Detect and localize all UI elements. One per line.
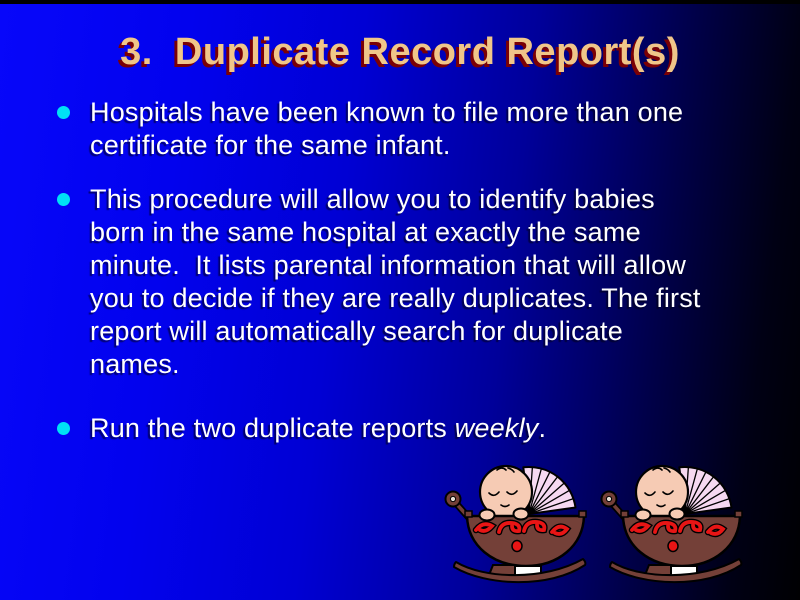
bullet-item — [56, 96, 708, 162]
bullet-icon — [57, 106, 70, 119]
bullet-text: Hospitals have been known to file more than one certificate for the same infant. — [90, 97, 691, 160]
bullet-list — [56, 96, 708, 466]
bullet-item — [56, 412, 708, 445]
bullet-item — [56, 183, 708, 381]
bullet-text-normal: . — [538, 413, 547, 443]
bullet-icon — [57, 193, 70, 206]
baby-cradle-clipart-left — [444, 462, 587, 584]
bullet-text: This procedure will allow you to identify babies born in the same hospital at exactly the same minute. It lists parental information that will allow you to decide if they are really duplicates. The first report will automatically search for duplicate names. — [90, 184, 709, 379]
bullet-text-normal: Run the two duplicate reports — [90, 413, 455, 443]
top-border — [0, 0, 800, 4]
baby-cradle-clipart-right — [600, 462, 743, 584]
bullet-text-italic: weekly — [454, 413, 539, 443]
bullet-icon — [57, 422, 70, 435]
slide-title: 3. Duplicate Record Report(s) — [120, 31, 680, 73]
bullet-text — [90, 412, 546, 445]
